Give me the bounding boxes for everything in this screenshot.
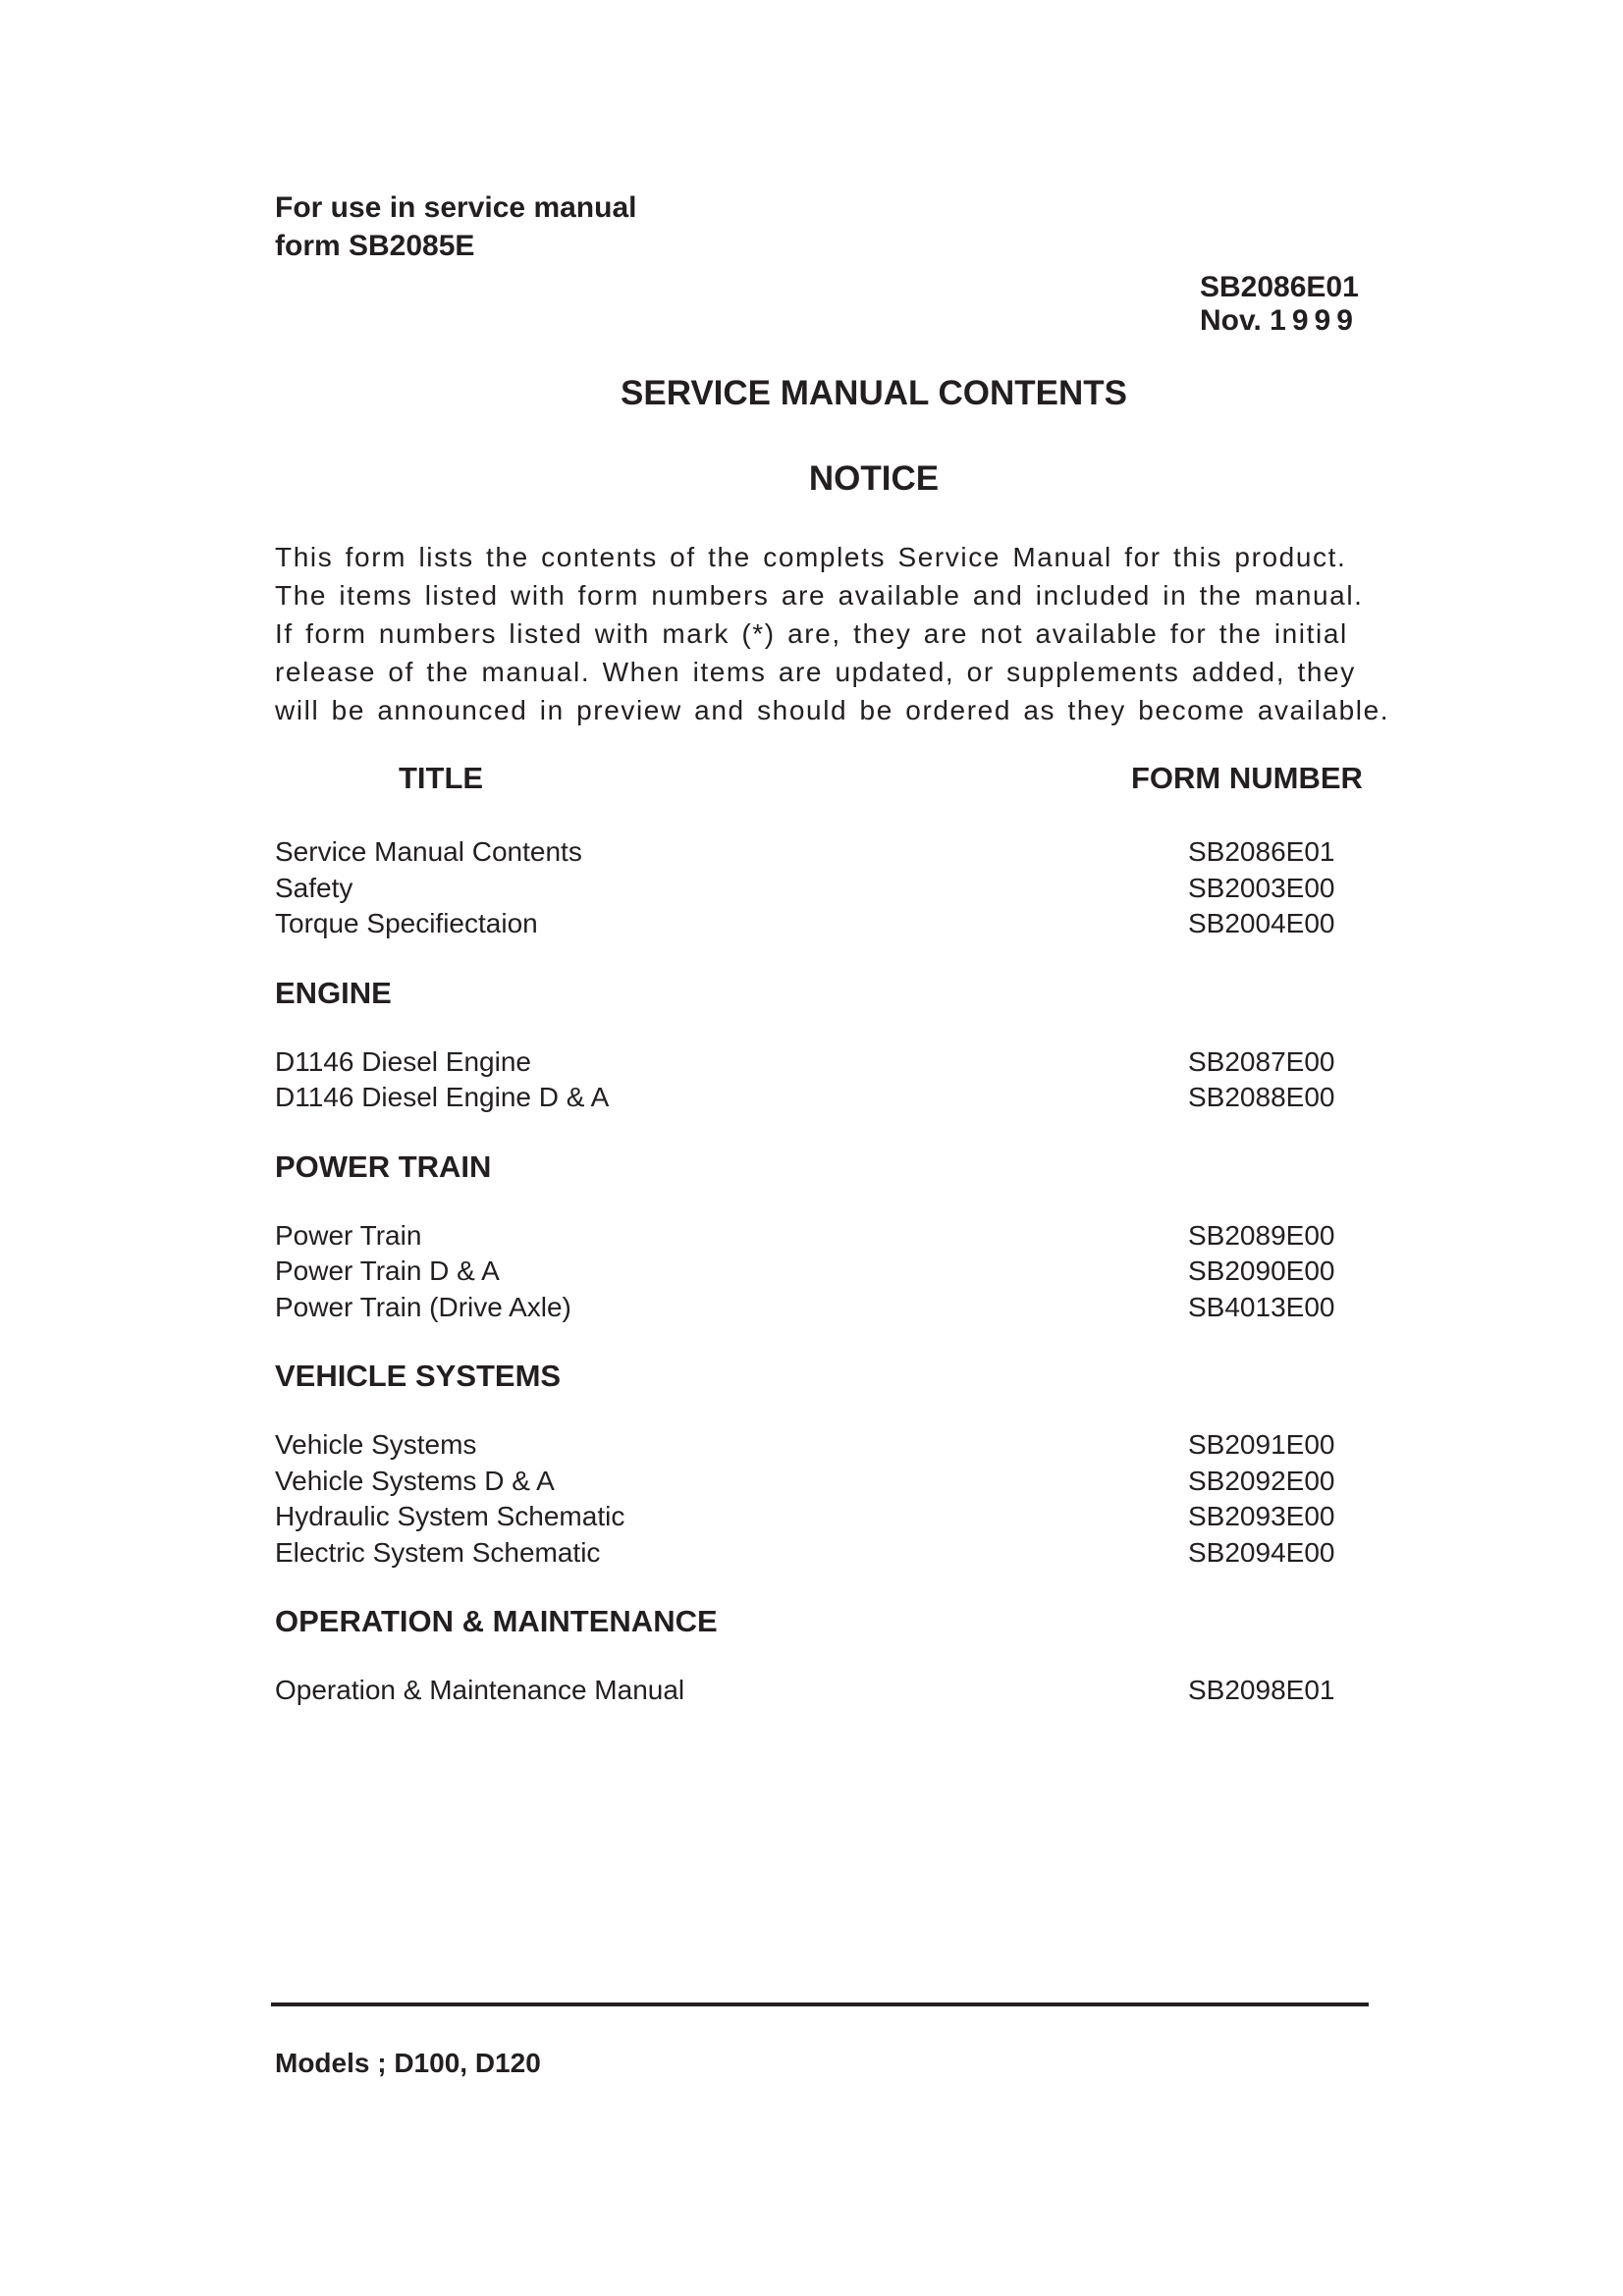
contents-row [275,1044,1335,1081]
section-heading-vehicle-systems: VEHICLE SYSTEMS [275,1359,562,1393]
contents-row [275,1427,1335,1464]
item-title: Electric System Schematic [275,1536,601,1568]
section-heading-operation-maintenance: OPERATION & MAINTENANCE [275,1604,718,1638]
item-title: Safety [275,872,353,903]
section-heading-power-train: POWER TRAIN [275,1148,492,1184]
notice-line: release of the manual. When items are updated, or supplements added, they [275,657,1356,687]
item-form-number: SB2003E00 [1188,872,1335,903]
item-title: D1146 Diesel Engine D & A [275,1082,610,1112]
item-form-number: SB2004E00 [1188,908,1335,938]
item-title: Operation & Maintenance Manual [275,1675,685,1705]
usage-note [275,188,636,265]
notice-line: will be announced in preview and should be ordered as they become available. [275,695,1390,725]
item-form-number: SB2093E00 [1188,1501,1335,1531]
footer-divider [271,2002,1369,2006]
notice-body [275,538,1390,729]
item-form-number: SB2087E00 [1188,1045,1335,1077]
item-title: Power Train (Drive Axle) [275,1291,571,1322]
contents-row [275,1080,1335,1116]
contents-row [275,1254,1335,1290]
contents-row [275,1290,1335,1326]
column-header-form-number: FORM NUMBER [1131,761,1363,795]
issue-year: 1999 [1270,304,1359,337]
form-id-block [1200,271,1359,338]
item-form-number: SB2091E00 [1188,1429,1335,1460]
item-form-number: SB2094E00 [1188,1536,1335,1568]
usage-line-1: For use in service manual [275,191,637,224]
item-title: Vehicle Systems [275,1429,477,1460]
contents-row [275,1673,1335,1709]
item-form-number: SB2092E00 [1188,1465,1335,1496]
contents-list [275,834,1335,1709]
item-title: Torque Specifiectaion [275,908,538,938]
item-title: Hydraulic System Schematic [275,1501,625,1531]
contents-row [275,1499,1335,1535]
item-form-number: SB2086E01 [1188,836,1335,867]
notice-line: If form numbers listed with mark (*) are, they are not available for the initial [275,618,1348,649]
item-title: Service Manual Contents [275,836,582,867]
item-form-number: SB2089E00 [1188,1219,1335,1251]
contents-row [275,1535,1335,1572]
contents-row [275,906,1335,942]
item-form-number: SB2098E01 [1188,1675,1335,1705]
notice-line: This form lists the contents of the complets Service Manual for this product. [275,542,1347,572]
item-form-number: SB2090E00 [1188,1255,1335,1286]
notice-heading: NOTICE [808,459,940,498]
item-form-number: SB4013E00 [1188,1291,1335,1322]
models-footer: Models ; D100, D120 [275,2048,541,2078]
usage-line-2: form SB2085E [275,230,475,262]
section-heading-engine: ENGINE [275,975,392,1010]
contents-row [275,871,1335,907]
contents-row [275,1218,1335,1255]
item-title: Power Train [275,1219,422,1251]
item-title: Power Train D & A [275,1255,500,1286]
item-form-number: SB2088E00 [1188,1082,1335,1112]
issue-date [1200,304,1359,338]
issue-month: Nov. [1200,304,1262,337]
form-number: SB2086E01 [1200,271,1359,303]
item-title: D1146 Diesel Engine [275,1045,531,1077]
column-header-title: TITLE [399,761,484,795]
page-title: SERVICE MANUAL CONTENTS [621,374,1127,412]
contents-row [275,1464,1335,1500]
item-title: Vehicle Systems D & A [275,1465,555,1496]
contents-row [275,834,1335,871]
notice-line: The items listed with form numbers are available and included in the manual. [275,580,1364,611]
